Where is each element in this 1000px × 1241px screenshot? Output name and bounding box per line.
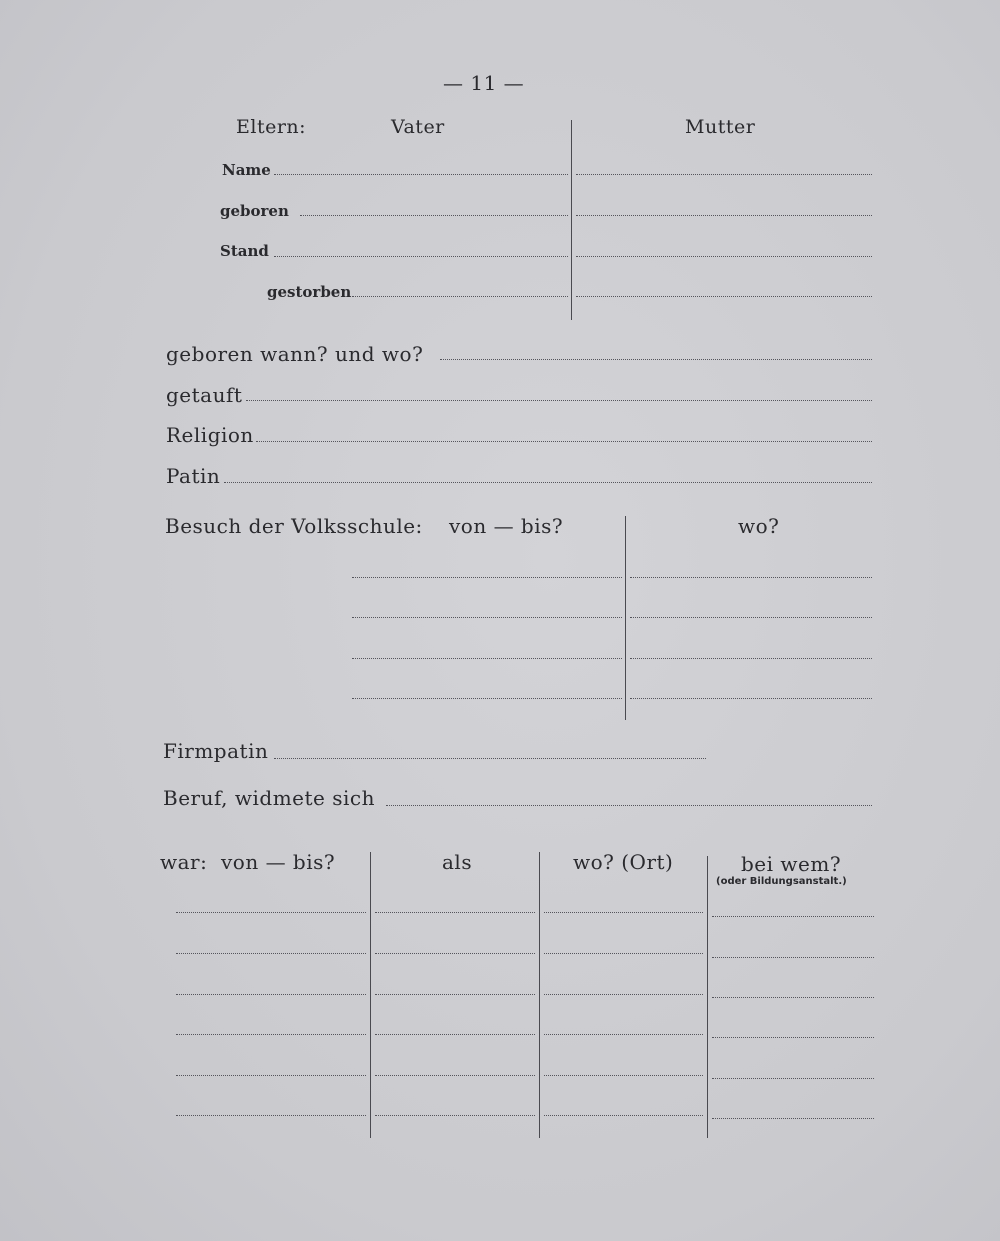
career-divider-3 [707, 856, 708, 1138]
school-label: Besuch der Volksschule: [165, 514, 423, 538]
career-with-whom-label: bei wem? [741, 852, 842, 876]
career-row-4-with[interactable] [712, 1037, 874, 1038]
school-row-4-dates[interactable] [352, 698, 622, 699]
career-with-whom-note: (oder Bildungsanstalt.) [716, 876, 847, 887]
father-column-label: Vater [391, 116, 445, 138]
religion-line[interactable] [256, 441, 872, 442]
mother-column-label: Mutter [685, 116, 756, 138]
profession-line[interactable] [386, 805, 872, 806]
career-row-4-as[interactable] [375, 1034, 535, 1035]
baptized-line[interactable] [246, 400, 872, 401]
father-name-line[interactable] [274, 174, 568, 175]
career-row-5-dates[interactable] [176, 1075, 366, 1076]
career-row-4-dates[interactable] [176, 1034, 366, 1035]
father-died-line[interactable] [352, 296, 568, 297]
parent-status-label: Stand [220, 242, 269, 260]
career-row-5-with[interactable] [712, 1078, 874, 1079]
career-row-4-where[interactable] [544, 1034, 703, 1035]
baptized-label: getauft [166, 383, 243, 407]
career-row-2-with[interactable] [712, 957, 874, 958]
parent-name-label: Name [222, 161, 271, 179]
mother-name-line[interactable] [576, 174, 872, 175]
career-row-6-where[interactable] [544, 1115, 703, 1116]
career-row-6-with[interactable] [712, 1118, 874, 1119]
mother-died-line[interactable] [576, 296, 872, 297]
school-row-1-dates[interactable] [352, 577, 622, 578]
father-born-line[interactable] [300, 215, 568, 216]
school-divider [625, 516, 626, 720]
career-row-1-where[interactable] [544, 912, 703, 913]
parent-died-label: gestorben [267, 283, 352, 301]
school-row-2-place[interactable] [630, 617, 872, 618]
school-row-1-place[interactable] [630, 577, 872, 578]
career-row-2-dates[interactable] [176, 953, 366, 954]
mother-born-line[interactable] [576, 215, 872, 216]
career-was-label: war: [160, 850, 208, 874]
parents-divider [571, 120, 572, 320]
career-row-1-as[interactable] [375, 912, 535, 913]
religion-label: Religion [166, 423, 254, 447]
career-row-5-as[interactable] [375, 1075, 535, 1076]
born-label: geboren wann? und wo? [166, 342, 424, 366]
career-row-2-as[interactable] [375, 953, 535, 954]
career-row-1-with[interactable] [712, 916, 874, 917]
father-status-line[interactable] [274, 256, 568, 257]
career-row-3-with[interactable] [712, 997, 874, 998]
school-where-label: wo? [738, 514, 780, 538]
career-row-6-as[interactable] [375, 1115, 535, 1116]
career-row-6-dates[interactable] [176, 1115, 366, 1116]
school-row-3-dates[interactable] [352, 658, 622, 659]
school-from-to-label: von — bis? [449, 514, 564, 538]
career-row-3-as[interactable] [375, 994, 535, 995]
confirmation-godmother-label: Firmpatin [163, 739, 269, 763]
mother-status-line[interactable] [576, 256, 872, 257]
career-divider-1 [370, 852, 371, 1138]
career-row-1-dates[interactable] [176, 912, 366, 913]
career-row-2-where[interactable] [544, 953, 703, 954]
career-row-3-where[interactable] [544, 994, 703, 995]
godmother-label: Patin [166, 464, 221, 488]
career-divider-2 [539, 852, 540, 1138]
school-row-4-place[interactable] [630, 698, 872, 699]
page-number: — 11 — [443, 71, 525, 95]
profession-label: Beruf, widmete sich [163, 786, 375, 810]
career-as-label: als [442, 850, 473, 874]
school-row-2-dates[interactable] [352, 617, 622, 618]
born-line[interactable] [440, 359, 872, 360]
career-where-label: wo? (Ort) [573, 850, 674, 874]
career-row-3-dates[interactable] [176, 994, 366, 995]
parents-heading: Eltern: [236, 116, 307, 138]
godmother-line[interactable] [224, 482, 872, 483]
confirmation-godmother-line[interactable] [274, 758, 706, 759]
school-row-3-place[interactable] [630, 658, 872, 659]
career-from-to-label: von — bis? [221, 850, 336, 874]
parent-born-label: geboren [220, 202, 289, 220]
career-row-5-where[interactable] [544, 1075, 703, 1076]
